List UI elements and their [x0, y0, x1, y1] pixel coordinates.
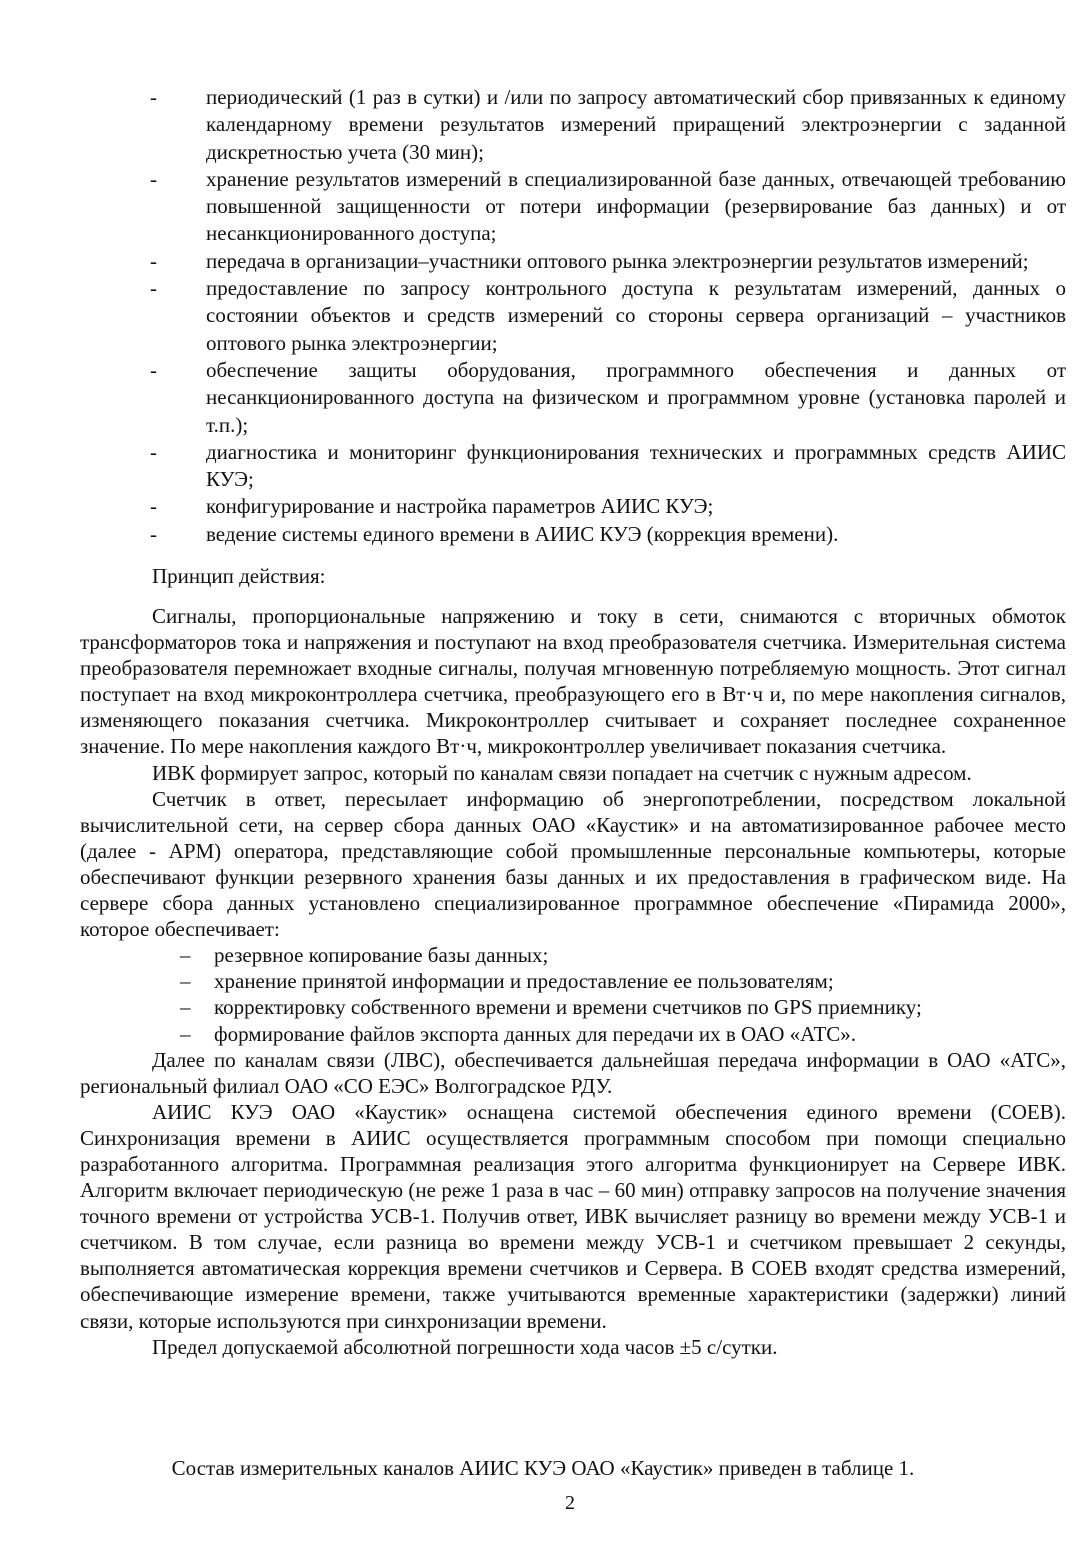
list-item-text: диагностика и мониторинг функционирования технических и программных средств АИИС КУЭ; [206, 439, 1066, 492]
list-item [150, 357, 1066, 439]
bullet-dash: - [150, 276, 157, 301]
software-functions-list [80, 942, 1066, 1046]
document-body [80, 603, 1066, 1360]
list-item-text: хранение принятой информации и предоставление ее пользователям; [214, 969, 834, 994]
bullet-dash: – [180, 969, 191, 994]
list-item-text: обеспечение защиты оборудования, программного обеспечения и данных от несанкционированного доступа на физическом и программном уровне (установка паролей и т.п.); [206, 357, 1066, 437]
list-item [150, 248, 1066, 275]
list-item [150, 439, 1066, 494]
list-item-text: конфигурирование и настройка параметров АИИС КУЭ; [206, 494, 714, 519]
list-item-text: передача в организации–участники оптового рынка электроэнергии результатов измерений; [206, 248, 1029, 273]
bullet-dash: – [180, 1021, 191, 1046]
section-heading: Принцип действия: [152, 564, 326, 588]
bullet-dash: - [150, 439, 157, 464]
list-item [150, 493, 1066, 520]
list-item [150, 166, 1066, 248]
paragraph-meter-response: Счетчик в ответ, пересылает информацию об энергопотреблении, посредством локальной вычислительной сети, на сервер сбора данных ОАО «Каустик» и на автоматизированное рабочее место (далее - АРМ) оператора, представляющие собой промышленные персональные компьютеры, которые обеспечивают функции резервного хранения базы данных и их предоставления в графическом виде. На сервере сбора данных установлено специализированное программное обеспечение «Пирамида 2000», которое обеспечивает: [80, 786, 1066, 942]
list-item-text: предоставление по запросу контрольного доступа к результатам измерений, данных о состоянии объектов и средств измерений со стороны сервера организаций – участников оптового рынка электроэнергии; [206, 276, 1066, 355]
paragraph-signals: Сигналы, пропорциональные напряжению и току в сети, снимаются с вторичных обмоток трансформаторов тока и напряжения и поступают на вход преобразователя счетчика. Измерительная система преобразователя перемножает входные сигналы, получая мгновенную потребляемую мощность. Этот сигнал поступает на вход микроконтроллера счетчика, преобразующего его в Вт·ч и, по мере накопления сигналов, изменяющего показания счетчика. Микроконтроллер считывает и сохраняет последнее сохраненное значение. По мере накопления каждого Вт·ч, микроконтроллер увеличивает показания счетчика. [80, 604, 1066, 759]
list-item [150, 521, 1066, 548]
list-item [80, 968, 1066, 994]
page-number: 2 [565, 1492, 575, 1514]
bullet-dash: – [180, 943, 191, 968]
paragraph-ivk-request: ИВК формирует запрос, который по каналам связи попадает на счетчик с нужным адресом. [152, 760, 972, 785]
list-item-text: ведение системы единого времени в АИИС КУЭ (коррекция времени). [206, 521, 839, 546]
list-item [150, 275, 1066, 357]
bullet-dash: - [150, 494, 157, 519]
list-item [150, 84, 1066, 166]
list-item-text: хранение результатов измерений в специализированной базе данных, отвечающей требованию повышенной защищенности от потери информации (резервирование баз данных) и от несанкционированного доступа; [206, 166, 1066, 246]
list-item [80, 994, 1066, 1020]
paragraph-soev: АИИС КУЭ ОАО «Каустик» оснащена системой обеспечения единого времени (СОЕВ). Синхронизация времени в АИИС осуществляется программным способом при помощи специально разработанного алгоритма. Программная реализация этого алгоритма функционирует на Сервере ИВК. Алгоритм включает периодическую (не реже 1 раза в час – 60 мин) отправку запросов на получение значения точного времени от устройства УСВ-1. Получив ответ, ИВК вычисляет разницу во времени между УСВ-1 и счетчиком. В том случае, если разница во времени между УСВ-1 и счетчиком превышает 2 секунды, выполняется автоматическая коррекция времени счетчиков и Сервера. В СОЕВ входят средства измерений, обеспечивающие измерение времени, также учитываются временные характеристики (задержки) линий связи, которые используются при синхронизации времени. [80, 1099, 1066, 1333]
paragraph-transfer: Далее по каналам связи (ЛВС), обеспечивается дальнейшая передача информации в ОАО «АТС», региональный филиал ОАО «СО ЕЭС» Волгоградское РДУ. [80, 1047, 1066, 1098]
bullet-dash: – [180, 995, 191, 1020]
bullet-dash: - [150, 357, 157, 382]
list-item-text: периодический (1 раз в сутки) и /или по запросу автоматический сбор привязанных к единому календарному времени результатов измерений приращений электроэнергии с заданной дискретностью учета (30 мин); [206, 85, 1066, 164]
list-item-text: формирование файлов экспорта данных для передачи их в ОАО «АТС». [214, 1021, 857, 1046]
bullet-dash: - [150, 166, 157, 191]
bullet-dash: - [150, 85, 157, 109]
list-item-text: резервное копирование базы данных; [214, 943, 549, 968]
list-item-text: корректировку собственного времени и времени счетчиков по GPS приемнику; [214, 995, 922, 1020]
bullet-dash: - [150, 248, 157, 273]
functions-list [150, 84, 1066, 548]
bullet-dash: - [150, 521, 157, 546]
paragraph-clock-error: Предел допускаемой абсолютной погрешности хода часов ±5 с/сутки. [152, 1334, 778, 1359]
table-caption: Состав измерительных каналов АИИС КУЭ ОАО «Каустик» приведен в таблице 1. [171, 1456, 915, 1480]
list-item [80, 942, 1066, 968]
list-item [80, 1021, 1066, 1047]
